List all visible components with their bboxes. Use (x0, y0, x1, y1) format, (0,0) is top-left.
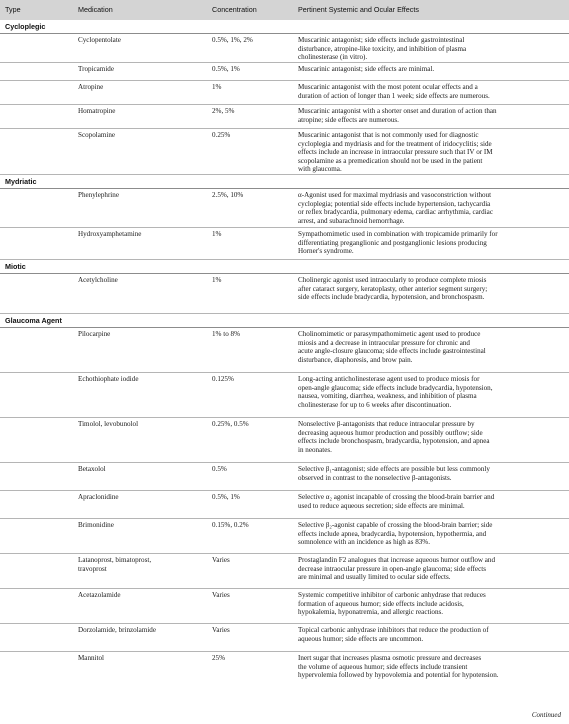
effects-cell (298, 375, 562, 409)
effects-line: effects include an increase in intraocular pressure such that IV or IM (298, 148, 493, 157)
effects-cell (298, 65, 562, 74)
effects-line: or reflex bradycardia, pulmonary edema, cardiac arrhythmia, cardiac (298, 208, 493, 217)
effects-line: Muscarinic antagonist with a shorter onset and duration of action than (298, 107, 497, 115)
effects-line: somnolence with an incidence as high as 83%. (298, 538, 430, 547)
table-row (0, 274, 569, 314)
effects-cell (298, 626, 562, 643)
effects-line: decrease intraocular pressure in open-angle glaucoma; side effects (298, 564, 486, 573)
header-concentration: Concentration (212, 5, 257, 14)
effects-line: Muscarinic antagonist; side effects include gastrointestinal (298, 36, 465, 44)
effects-line: with glaucoma. (298, 165, 342, 174)
concentration-cell: Varies (212, 591, 230, 599)
concentration-cell: 25% (212, 654, 226, 662)
concentration-cell: 1% (212, 276, 222, 284)
effects-line: in neonates. (298, 445, 332, 454)
effects-line: Sympathomimetic used in combination with tropicamide primarily for (298, 230, 498, 238)
effects-line: cholinesterase for up to 6 weeks after discontinuation. (298, 400, 452, 409)
concentration-cell: 2%, 5% (212, 107, 235, 115)
header-effects: Pertinent Systemic and Ocular Effects (298, 5, 419, 14)
medication-cell: Phenylephrine (78, 191, 119, 199)
medication-cell: Pilocarpine (78, 330, 111, 338)
effects-line: cholinesterase (in vitro). (298, 53, 368, 62)
effects-line: Horner's syndrome. (298, 247, 354, 256)
medication-cell: Brimonidine (78, 521, 114, 529)
effects-cell (298, 465, 562, 482)
effects-line: duration of action of longer than 1 week; side effects are numerous. (298, 91, 490, 100)
concentration-cell: 1% (212, 83, 222, 91)
effects-line: Long-acting anticholinesterase agent used to produce miosis for (298, 375, 480, 383)
medication-cell: Dorzolamide, brinzolamide (78, 626, 157, 634)
header-medication: Medication (78, 5, 113, 14)
continued-label: Continued (531, 711, 561, 720)
effects-line: the volume of aqueous humor; side effects include transient (298, 662, 468, 671)
medication-cell: Timolol, levobunolol (78, 420, 139, 428)
effects-line: effects include apnea, bradycardia, hypotension, hypothermia, and (298, 529, 487, 538)
effects-line: Topical carbonic anhydrase inhibitors that reduce the production of (298, 626, 489, 634)
effects-line: observed in contrast to the nonselective β-antagonists. (298, 473, 452, 482)
effects-line: after cataract surgery, keratoplasty, other anterior segment surgery; (298, 284, 488, 293)
effects-line: Selective α₂ agonist incapable of crossing the blood-brain barrier and (298, 493, 495, 501)
effects-line: aqueous humor; side effects are uncommon. (298, 634, 424, 643)
concentration-cell: 0.25% (212, 131, 231, 139)
concentration-cell: 0.5%, 1% (212, 493, 240, 501)
effects-cell (298, 556, 562, 582)
effects-cell (298, 191, 562, 225)
table-row (0, 105, 569, 129)
medication-cell (78, 556, 206, 573)
concentration-cell: 0.5% (212, 465, 227, 473)
effects-line: scopolamine as a premedication should not be used in the patient (298, 156, 483, 165)
medication-cell: Scopolamine (78, 131, 116, 139)
effects-cell (298, 420, 562, 454)
table-row (0, 373, 569, 418)
effects-line: disturbance, atropine-like toxicity, and inhibition of plasma (298, 44, 467, 53)
table-row (0, 418, 569, 463)
concentration-cell: Varies (212, 556, 230, 564)
concentration-cell: 1% (212, 230, 222, 238)
table-row (0, 491, 569, 519)
section-heading: Cycloplegic (0, 20, 569, 34)
effects-line: cycloplegia; potential side effects include hypertension, tachycardia (298, 199, 491, 208)
table-header (0, 0, 569, 20)
effects-line: are minimal and usually limited to ocular side effects. (298, 573, 451, 582)
effects-cell (298, 36, 562, 62)
effects-line: arrest, and subarachnoid hemorrhage. (298, 216, 405, 225)
effects-line: Selective β₂-agonist capable of crossing the blood-brain barrier; side (298, 521, 493, 529)
effects-line: Muscarinic antagonist with the most potent ocular effects and a (298, 83, 478, 91)
effects-line: Cholinomimetic or parasympathomimetic agent used to produce (298, 330, 481, 338)
concentration-cell: 0.125% (212, 375, 234, 383)
medication-cell: Mannitol (78, 654, 105, 662)
effects-cell (298, 330, 562, 364)
effects-cell (298, 276, 562, 302)
effects-line: differentiating preganglionic and postganglionic lesions producing (298, 238, 487, 247)
table-row (0, 589, 569, 624)
effects-line: Muscarinic antagonist; side effects are minimal. (298, 65, 435, 73)
effects-line: decreasing aqueous humor production and possibly outflow; side (298, 428, 483, 437)
effects-line: nausea, vomiting, diarrhea, weakness, and inhibition of plasma (298, 392, 477, 401)
effects-line: cycloplegia and mydriasis and for the treatment of iridocyclitis; side (298, 139, 492, 148)
section-heading: Mydriatic (0, 175, 569, 189)
table-row (0, 519, 569, 554)
table-row (0, 63, 569, 81)
effects-cell (298, 83, 562, 100)
table-row (0, 129, 569, 175)
effects-line: hypervolemia followed by hypovolemia and potential for hypotension. (298, 671, 499, 680)
effects-line: Cholinergic agonist used intraocularly to produce complete miosis (298, 276, 487, 284)
effects-line: atropine; side effects are numerous. (298, 115, 399, 124)
section-heading: Glaucoma Agent (0, 314, 569, 328)
effects-line: hypokalemia, hyponatremia, and allergic reactions. (298, 608, 444, 617)
table-row (0, 34, 569, 63)
effects-line: Muscarinic antagonist that is not commonly used for diagnostic (298, 131, 479, 139)
medication-line: travoprost (78, 564, 107, 573)
effects-line: effects include bronchospasm, bradycardia, hypotension, and apnea (298, 437, 490, 446)
effects-line: open-angle glaucoma; side effects include bradycardia, hypotension, (298, 383, 493, 392)
section-heading: Miotic (0, 260, 569, 274)
medication-cell: Cyclopentolate (78, 36, 121, 44)
table-row (0, 652, 569, 686)
concentration-cell: 0.15%, 0.2% (212, 521, 249, 529)
effects-line: disturbance, diaphoresis, and brow pain. (298, 355, 413, 364)
effects-line: Systemic competitive inhibitor of carbonic anhydrase that reduces (298, 591, 486, 599)
effects-line: side effects include bradycardia, hypotension, and bronchospasm. (298, 293, 485, 302)
medication-line: Latanoprost, bimatoprost, (78, 556, 152, 564)
concentration-cell: 0.5%, 1% (212, 65, 240, 73)
concentration-cell: 1% to 8% (212, 330, 240, 338)
medication-cell: Acetylcholine (78, 276, 118, 284)
table-row (0, 624, 569, 652)
medication-cell: Hydroxyamphetamine (78, 230, 142, 238)
table-row (0, 554, 569, 589)
effects-cell (298, 521, 562, 547)
medication-cell: Homatropine (78, 107, 116, 115)
effects-line: formation of aqueous humor; side effects include acidosis, (298, 599, 464, 608)
effects-line: Prostaglandin F2 analogues that increase aqueous humor outflow and (298, 556, 496, 564)
medication-cell: Atropine (78, 83, 104, 91)
effects-cell (298, 654, 562, 680)
medication-cell: Echothiophate iodide (78, 375, 139, 383)
effects-line: Selective β₁-antagonist; side effects are possible but less commonly (298, 465, 490, 473)
effects-line: miosis and a decrease in intraocular pressure for chronic and (298, 338, 470, 347)
concentration-cell: 0.5%, 1%, 2% (212, 36, 253, 44)
concentration-cell: 0.25%, 0.5% (212, 420, 249, 428)
effects-cell (298, 131, 562, 174)
effects-line: acute angle-closure glaucoma; side effects include gastrointestinal (298, 347, 486, 356)
table-row (0, 463, 569, 491)
table-row (0, 228, 569, 260)
effects-line: Nonselective β-antagonists that reduce intraocular pressure by (298, 420, 475, 428)
table-body (0, 20, 569, 686)
concentration-cell: 2.5%, 10% (212, 191, 244, 199)
effects-line: used to reduce aqueous secretion; side effects are minimal. (298, 501, 465, 510)
effects-cell (298, 591, 562, 617)
effects-line: α-Agonist used for maximal mydriasis and vasoconstriction without (298, 191, 492, 199)
medication-cell: Apraclonidine (78, 493, 119, 501)
effects-cell (298, 230, 562, 256)
header-type: Type (5, 5, 21, 14)
medication-cell: Acetazolamide (78, 591, 121, 599)
medication-cell: Tropicamide (78, 65, 114, 73)
table-row (0, 81, 569, 105)
effects-cell (298, 493, 562, 510)
effects-line: Inert sugar that increases plasma osmotic pressure and decreases (298, 654, 482, 662)
effects-cell (298, 107, 562, 124)
table-row (0, 328, 569, 373)
table-row (0, 189, 569, 228)
concentration-cell: Varies (212, 626, 230, 634)
medication-cell: Betaxolol (78, 465, 106, 473)
